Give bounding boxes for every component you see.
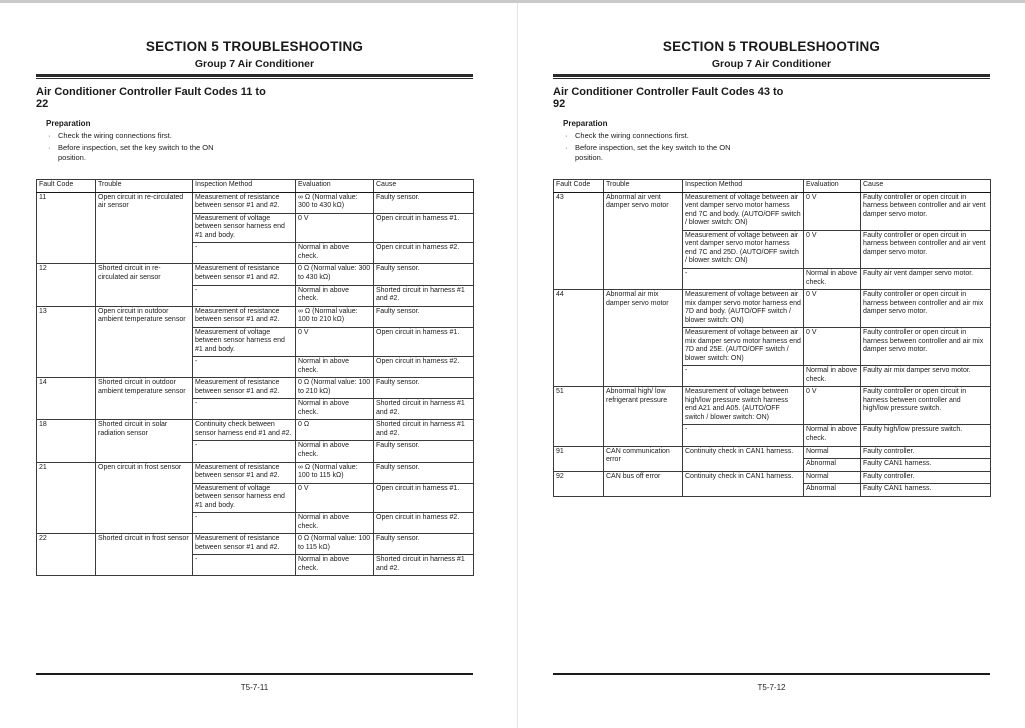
footer-rule — [36, 673, 473, 675]
inspection-cell: Measurement of voltage between air vent damper servo motor harness end 7C and body. (AUTO/OFF switch / blower switch: ON) — [683, 192, 804, 230]
inspection-cell: Measurement of resistance between sensor #1 and #2. — [193, 534, 296, 555]
evaluation-cell: Normal in above check. — [804, 268, 861, 289]
page-footer — [36, 673, 473, 692]
bullet-marker: · — [48, 143, 51, 153]
header-rule — [553, 74, 990, 79]
inspection-cell: - — [193, 555, 296, 576]
cause-cell: Faulty sensor. — [374, 534, 474, 555]
bullet-text: Check the wiring connections first. — [58, 131, 172, 141]
evaluation-cell: Normal in above check. — [804, 366, 861, 387]
evaluation-cell: Normal in above check. — [296, 399, 374, 420]
header-rule — [36, 74, 473, 79]
fault-code-cell: 14 — [37, 378, 96, 420]
header-rule-thin — [36, 78, 473, 79]
trouble-cell: CAN bus off error — [604, 471, 683, 496]
cause-cell: Open circuit in harness #2. — [374, 243, 474, 264]
cause-cell: Faulty controller or open circuit in harness between controller and air mix damper servo motor. — [861, 328, 991, 366]
table-header-row — [554, 179, 991, 192]
evaluation-cell: 0 Ω (Normal value: 100 to 115 kΩ) — [296, 534, 374, 555]
evaluation-cell: ∞ Ω (Normal value: 100 to 115 kΩ) — [296, 462, 374, 483]
cause-cell: Faulty sensor. — [374, 378, 474, 399]
inspection-cell: Measurement of voltage between sensor harness end #1 and body. — [193, 483, 296, 513]
fault-code-cell: 91 — [554, 446, 604, 471]
fault-code-cell: 92 — [554, 471, 604, 496]
trouble-cell: Shorted circuit in re-circulated air sensor — [96, 264, 193, 306]
column-header: Inspection Method — [683, 179, 804, 192]
trouble-cell: Shorted circuit in frost sensor — [96, 534, 193, 576]
preparation-block — [46, 119, 251, 161]
evaluation-cell: Normal — [804, 471, 861, 484]
cause-cell: Faulty controller or open circuit in harness between controller and air vent damper servo motor. — [861, 192, 991, 230]
bullet-item — [563, 143, 768, 161]
evaluation-cell: 0 Ω (Normal value: 300 to 430 kΩ) — [296, 264, 374, 285]
trouble-cell: Open circuit in re-circulated air sensor — [96, 192, 193, 264]
bullet-text: Before inspection, set the key switch to the ON position. — [575, 143, 731, 162]
page-number: T5-7-12 — [757, 682, 786, 692]
trouble-cell: Shorted circuit in solar radiation sensor — [96, 420, 193, 462]
evaluation-cell: Normal in above check. — [296, 555, 374, 576]
bullet-text: Check the wiring connections first. — [575, 131, 689, 141]
inspection-cell: Continuity check in CAN1 harness. — [683, 471, 804, 496]
inspection-cell: - — [193, 243, 296, 264]
evaluation-cell: ∞ Ω (Normal value: 100 to 210 kΩ) — [296, 306, 374, 327]
cause-cell: Faulty air mix damper servo motor. — [861, 366, 991, 387]
cause-cell: Faulty sensor. — [374, 306, 474, 327]
column-header: Trouble — [604, 179, 683, 192]
cause-cell: Open circuit in harness #2. — [374, 513, 474, 534]
page-divider — [517, 3, 518, 728]
table-row — [37, 420, 474, 441]
trouble-cell: Open circuit in outdoor ambient temperature sensor — [96, 306, 193, 378]
cause-cell: Faulty controller or open circuit in harness between controller and air mix damper servo motor. — [861, 290, 991, 328]
page-heading-line1: Air Conditioner Controller Fault Codes 11 to — [36, 86, 266, 98]
cause-cell: Faulty CAN1 harness. — [861, 459, 991, 472]
evaluation-cell: Abnormal — [804, 459, 861, 472]
trouble-cell: Abnormal air vent damper servo motor — [604, 192, 683, 289]
bullet-marker: · — [565, 143, 568, 153]
evaluation-cell: 0 V — [804, 387, 861, 425]
inspection-cell: Measurement of voltage between sensor harness end #1 and body. — [193, 213, 296, 243]
evaluation-cell: 0 Ω (Normal value: 100 to 210 kΩ) — [296, 378, 374, 399]
table-header-row — [37, 179, 474, 192]
inspection-cell: - — [193, 399, 296, 420]
fault-code-table — [553, 179, 991, 497]
cause-cell: Faulty controller. — [861, 446, 991, 459]
fault-code-cell: 22 — [37, 534, 96, 576]
inspection-cell: Measurement of resistance between sensor #1 and #2. — [193, 306, 296, 327]
cause-cell: Faulty sensor. — [374, 462, 474, 483]
page-heading — [36, 87, 473, 110]
column-header: Cause — [374, 179, 474, 192]
evaluation-cell: Normal in above check. — [804, 425, 861, 446]
cause-cell: Shorted circuit in harness #1 and #2. — [374, 420, 474, 441]
fault-code-cell: 21 — [37, 462, 96, 534]
group-title: Group 7 Air Conditioner — [711, 58, 832, 70]
table-row — [554, 471, 991, 484]
evaluation-cell: 0 V — [296, 483, 374, 513]
trouble-cell: Abnormal air mix damper servo motor — [604, 290, 683, 387]
bullet-item — [563, 131, 768, 140]
inspection-cell: - — [193, 441, 296, 462]
bullet-marker: · — [565, 131, 568, 141]
cause-cell: Open circuit in harness #1. — [374, 213, 474, 243]
trouble-cell: Abnormal high/ low refrigerant pressure — [604, 387, 683, 446]
page-footer — [553, 673, 990, 692]
evaluation-cell: 0 V — [804, 230, 861, 268]
table-row — [37, 264, 474, 285]
evaluation-cell: Abnormal — [804, 484, 861, 497]
column-header: Fault Code — [554, 179, 604, 192]
column-header: Cause — [861, 179, 991, 192]
evaluation-cell: 0 V — [804, 290, 861, 328]
evaluation-cell: Normal in above check. — [296, 357, 374, 378]
cause-cell: Faulty sensor. — [374, 441, 474, 462]
evaluation-cell: Normal in above check. — [296, 513, 374, 534]
preparation-title: Preparation — [563, 119, 608, 129]
cause-cell: Shorted circuit in harness #1 and #2. — [374, 285, 474, 306]
inspection-cell: - — [683, 366, 804, 387]
inspection-cell: - — [193, 285, 296, 306]
cause-cell: Faulty sensor. — [374, 264, 474, 285]
cause-cell: Faulty high/low pressure switch. — [861, 425, 991, 446]
evaluation-cell: 0 V — [804, 192, 861, 230]
evaluation-cell: 0 Ω — [296, 420, 374, 441]
table-row — [37, 306, 474, 327]
table-row — [37, 462, 474, 483]
fault-code-cell: 12 — [37, 264, 96, 306]
cause-cell: Faulty controller. — [861, 471, 991, 484]
table-row — [554, 387, 991, 425]
footer-rule — [553, 673, 990, 675]
cause-cell: Faulty controller or open circuit in harness between controller and air vent damper servo motor. — [861, 230, 991, 268]
inspection-cell: - — [193, 513, 296, 534]
cause-cell: Faulty CAN1 harness. — [861, 484, 991, 497]
cause-cell: Faulty sensor. — [374, 192, 474, 213]
inspection-cell: - — [683, 268, 804, 289]
section-title: SECTION 5 TROUBLESHOOTING — [145, 39, 364, 54]
header-rule-thick — [36, 74, 473, 77]
cause-cell: Open circuit in harness #2. — [374, 357, 474, 378]
evaluation-cell: Normal in above check. — [296, 285, 374, 306]
page-number: T5-7-11 — [240, 682, 269, 692]
bullet-item — [46, 131, 251, 140]
trouble-cell: CAN communication error — [604, 446, 683, 471]
header-rule-thick — [553, 74, 990, 77]
manual-page-left — [36, 0, 473, 728]
evaluation-cell: Normal — [804, 446, 861, 459]
fault-code-cell: 18 — [37, 420, 96, 462]
fault-code-cell: 51 — [554, 387, 604, 446]
inspection-cell: Measurement of resistance between sensor #1 and #2. — [193, 192, 296, 213]
inspection-cell: Measurement of voltage between air mix damper servo motor harness end 7D and 25E. (AUTO/OFF switch / blower switch: ON) — [683, 328, 804, 366]
fault-code-cell: 43 — [554, 192, 604, 289]
table-row — [554, 446, 991, 459]
preparation-title: Preparation — [46, 119, 91, 129]
inspection-cell: Measurement of voltage between air mix damper servo motor harness end 7D and body. (AUTO/OFF switch / blower switch: ON) — [683, 290, 804, 328]
inspection-cell: Measurement of resistance between sensor #1 and #2. — [193, 462, 296, 483]
page-heading-line2: 22 — [36, 97, 49, 110]
table-row — [37, 192, 474, 213]
section-title: SECTION 5 TROUBLESHOOTING — [662, 39, 881, 54]
manual-page-right — [553, 0, 990, 728]
cause-cell: Open circuit in harness #1. — [374, 483, 474, 513]
column-header: Fault Code — [37, 179, 96, 192]
cause-cell: Open circuit in harness #1. — [374, 327, 474, 357]
bullet-marker: · — [48, 131, 51, 141]
fault-code-table — [36, 179, 474, 577]
page-heading-line1: Air Conditioner Controller Fault Codes 43 to — [553, 86, 784, 98]
inspection-cell: Measurement of resistance between sensor #1 and #2. — [193, 264, 296, 285]
table-row — [554, 192, 991, 230]
evaluation-cell: Normal in above check. — [296, 441, 374, 462]
inspection-cell: Continuity check between sensor harness end #1 and #2. — [193, 420, 296, 441]
fault-code-cell: 11 — [37, 192, 96, 264]
page-heading-line2: 92 — [553, 97, 566, 110]
header-rule-thin — [553, 78, 990, 79]
inspection-cell: Measurement of voltage between air vent damper servo motor harness end 7C and 25D. (AUTO/OFF switch / blower switch: ON) — [683, 230, 804, 268]
group-title: Group 7 Air Conditioner — [194, 58, 315, 70]
fault-code-cell: 44 — [554, 290, 604, 387]
inspection-cell: - — [683, 425, 804, 446]
cause-cell: Faulty air vent damper servo motor. — [861, 268, 991, 289]
preparation-block — [563, 119, 768, 161]
table-row — [37, 534, 474, 555]
inspection-cell: Measurement of resistance between sensor #1 and #2. — [193, 378, 296, 399]
table-row — [554, 290, 991, 328]
column-header: Trouble — [96, 179, 193, 192]
bullet-item — [46, 143, 251, 161]
cause-cell: Faulty controller or open circuit in harness between controller and high/low pressure switch. — [861, 387, 991, 425]
column-header: Evaluation — [296, 179, 374, 192]
evaluation-cell: Normal in above check. — [296, 243, 374, 264]
table-row — [37, 378, 474, 399]
evaluation-cell: ∞ Ω (Normal value: 300 to 430 kΩ) — [296, 192, 374, 213]
trouble-cell: Open circuit in frost sensor — [96, 462, 193, 534]
bullet-text: Before inspection, set the key switch to the ON position. — [58, 143, 214, 162]
inspection-cell: - — [193, 357, 296, 378]
inspection-cell: Measurement of voltage between high/low pressure switch harness end A21 and A05. (AUTO/OFF switch / blower switch: ON) — [683, 387, 804, 425]
trouble-cell: Shorted circuit in outdoor ambient temperature sensor — [96, 378, 193, 420]
column-header: Evaluation — [804, 179, 861, 192]
inspection-cell: Continuity check in CAN1 harness. — [683, 446, 804, 471]
evaluation-cell: 0 V — [804, 328, 861, 366]
evaluation-cell: 0 V — [296, 213, 374, 243]
evaluation-cell: 0 V — [296, 327, 374, 357]
column-header: Inspection Method — [193, 179, 296, 192]
fault-code-cell: 13 — [37, 306, 96, 378]
page-heading — [553, 87, 990, 110]
inspection-cell: Measurement of voltage between sensor harness end #1 and body. — [193, 327, 296, 357]
cause-cell: Shorted circuit in harness #1 and #2. — [374, 555, 474, 576]
cause-cell: Shorted circuit in harness #1 and #2. — [374, 399, 474, 420]
